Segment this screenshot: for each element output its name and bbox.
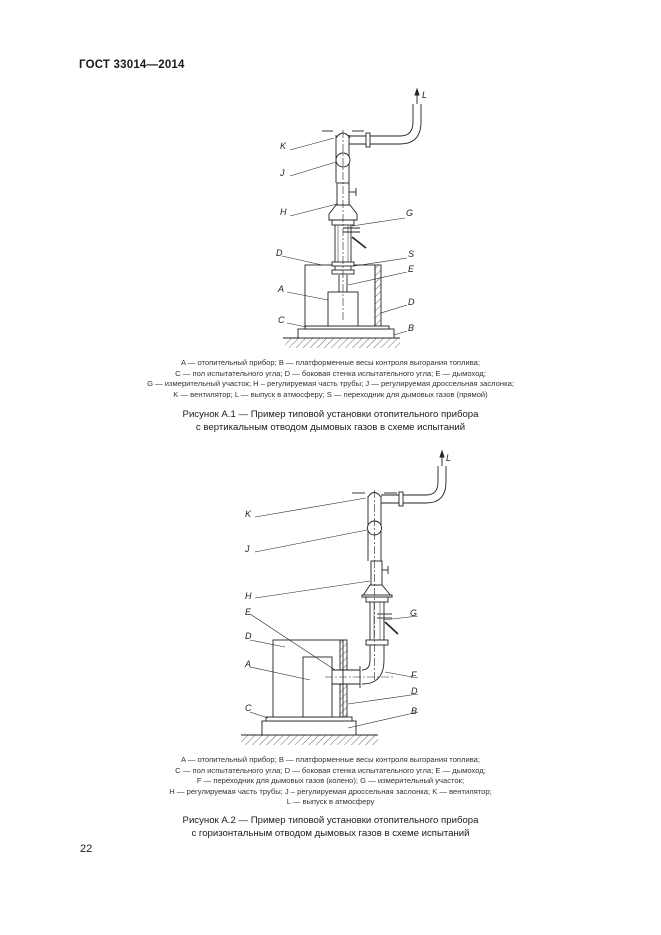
page-number: 22 [80,843,93,855]
label-s: S [408,249,415,259]
label-d: D [245,631,252,641]
label-e: E [408,264,415,274]
caption-line: Рисунок А.2 — Пример типовой установки отопительного прибора [182,815,479,826]
legend-line: H — регулируемая часть трубы; J – регулируемая дроссельная заслонка; K — вентилятор; [169,786,492,796]
label-a: A [245,659,252,669]
label-h: H [280,207,287,217]
legend-line: F — переходник для дымовых газов (колено); G — измерительный участок; [196,776,465,786]
figure-a1-diagram [0,0,661,360]
label-g: G [406,208,414,218]
caption-line: с горизонтальным отводом дымовых газов в схеме испытаний [191,827,470,839]
legend-line: K — вентилятор; L — выпуск в атмосферу; S — переходник для дымовых газов (прямой) [173,389,488,399]
label-b: B [411,706,418,716]
label-e: E [245,607,252,617]
legend-line: C — пол испытательного угла; D — боковая стенка испытательного угла; E — дымоход; [175,765,486,775]
label-f: F [411,670,417,680]
figure-a1-legend [100,358,561,400]
legend-line: C — пол испытательного угла; D — боковая стенка испытательного угла; E — дымоход; [175,368,486,378]
label-l: L [446,453,452,463]
document-header: ГОСТ 33014—2014 [79,59,185,71]
label-j: J [245,544,250,554]
figure-a1-caption [100,409,561,434]
figure-a2-diagram [0,440,661,750]
legend-line: A — отопительный прибор; B — платформенные весы контроля выгорания топлива; [181,358,480,367]
label-c: C [245,703,252,713]
figure-a2-legend [100,755,561,808]
label-d: D [276,248,283,258]
figure-a2-caption [100,815,561,840]
legend-line: G — измерительный участок; H – регулируемая часть трубы; J — регулируемая дроссельная заслонка; [147,379,514,389]
label-c: C [278,315,285,325]
label-h: H [245,591,252,601]
label-b: B [408,323,415,333]
label-a: A [278,284,285,294]
label-k: K [280,141,287,151]
label-d2: D [408,297,415,307]
caption-line: Рисунок А.1 — Пример типовой установки отопительного прибора [182,409,479,420]
label-j: J [280,168,285,178]
legend-line: L — выпуск в атмосферу [286,797,375,807]
legend-line: A — отопительный прибор; B — платформенные весы контроля выгорания топлива; [181,755,480,764]
label-d2: D [411,686,418,696]
label-g: G [410,608,418,618]
caption-line: с вертикальным отводом дымовых газов в схеме испытаний [195,421,466,433]
label-k: K [245,509,252,519]
label-l: L [422,90,428,100]
